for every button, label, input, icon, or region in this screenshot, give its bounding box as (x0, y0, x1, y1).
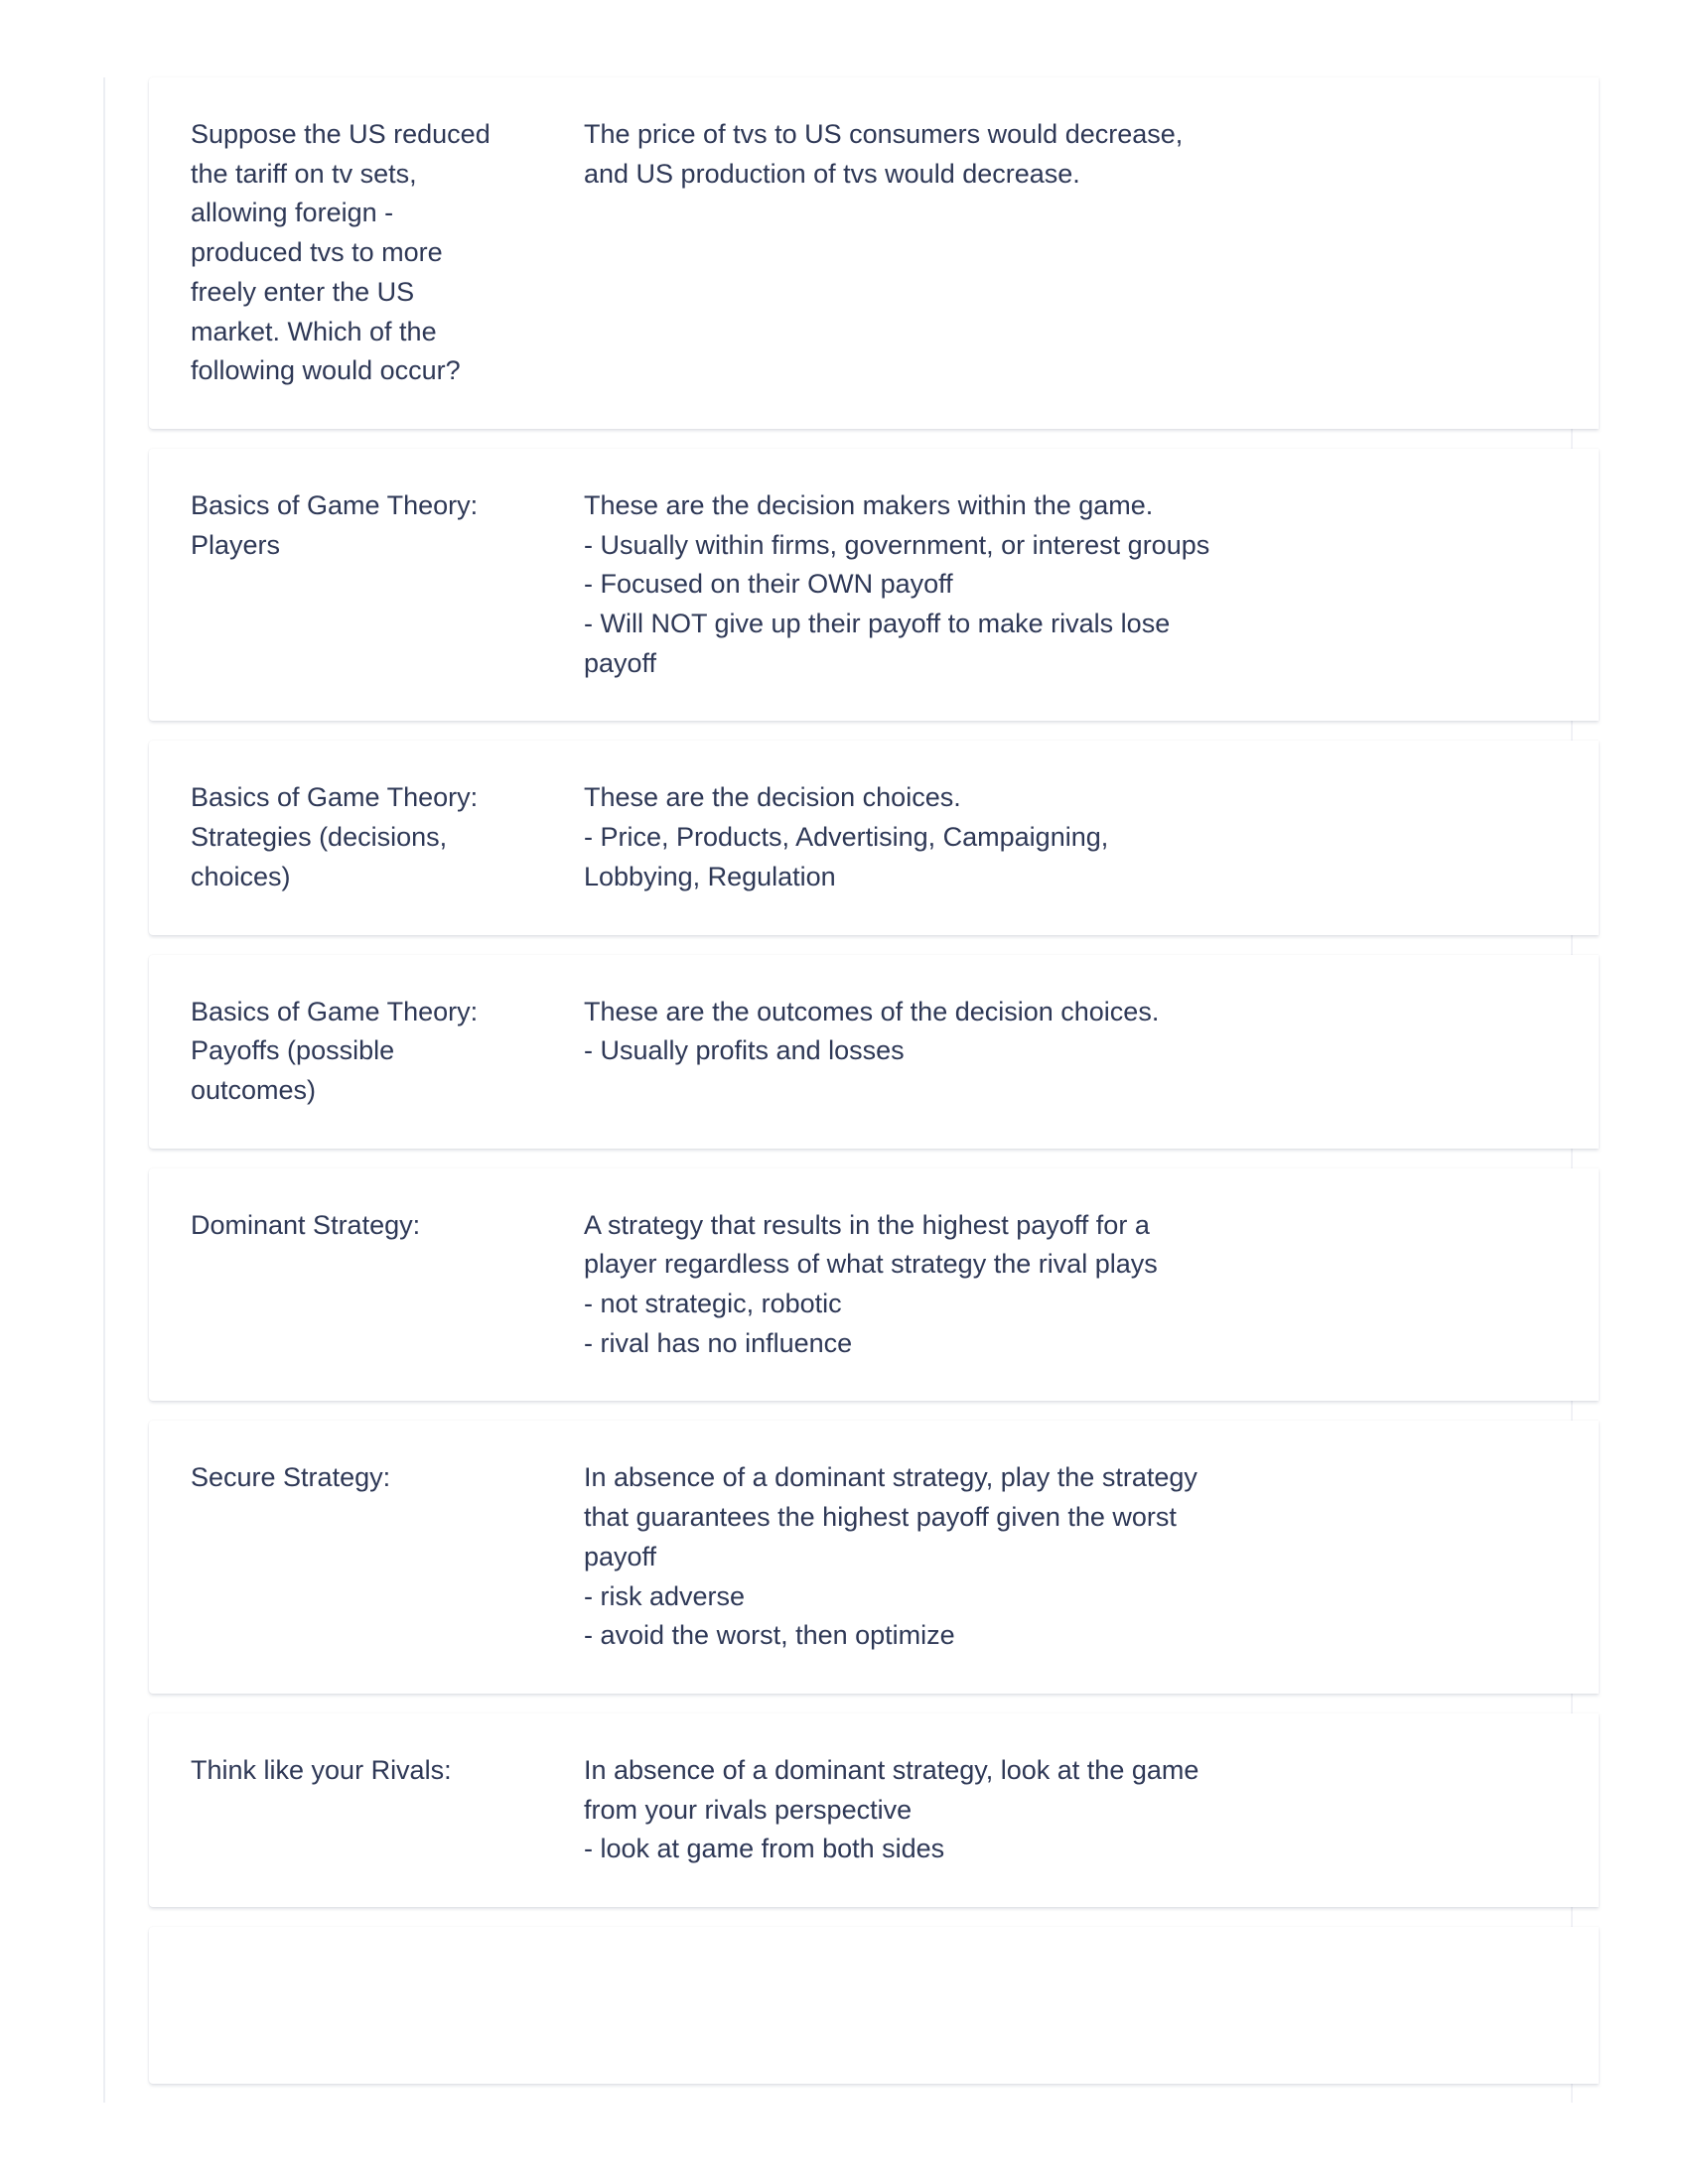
card-term: Basics of Game Theory: Strategies (decisions, choices) (191, 782, 486, 891)
card-definition: In absence of a dominant strategy, play the strategy that guarantees the highest payoff given the worst payoff - risk adverse - avoid the worst, then optimize (584, 1462, 1197, 1651)
card-term: Secure Strategy: (191, 1462, 391, 1493)
flashcard-list (149, 77, 1599, 2104)
card-term: Dominant Strategy: (191, 1209, 421, 1240)
card-term: Basics of Game Theory: Payoffs (possible outcomes) (191, 996, 486, 1105)
flashcard-empty (149, 1927, 1599, 2084)
flashcard-dominant-strategy (149, 1168, 1599, 1402)
card-definition: In absence of a dominant strategy, look at the game from your rivals perspective - look at game from both sides (584, 1754, 1199, 1864)
card-definition: A strategy that results in the highest payoff for a player regardless of what strategy the rival plays - not strategic, robotic - rival has no influence (584, 1209, 1158, 1358)
flashcard-secure-strategy (149, 1421, 1599, 1694)
flashcard-players (149, 449, 1599, 722)
card-definition: The price of tvs to US consumers would decrease, and US production of tvs would decrease. (584, 119, 1191, 189)
card-term: Basics of Game Theory: Players (191, 489, 486, 560)
card-definition: These are the outcomes of the decision choices. - Usually profits and losses (584, 996, 1160, 1066)
flashcard-think-like-rivals (149, 1713, 1599, 1907)
flashcard-payoffs (149, 955, 1599, 1149)
left-divider (103, 77, 105, 2103)
card-definition: These are the decision choices. - Price, Products, Advertising, Campaigning, Lobbying, Regulation (584, 782, 1109, 891)
flashcard-strategies (149, 741, 1599, 934)
card-term: Think like your Rivals: (191, 1754, 452, 1785)
card-term: Suppose the US reduced the tariff on tv sets, allowing foreign - produced tvs to more freely enter the US market. Which of the following would occur? (191, 119, 498, 386)
flashcard-tariff (149, 77, 1599, 429)
card-definition: These are the decision makers within the game. - Usually within firms, government, or interest groups - Focused on their OWN payoff - Will NOT give up their payoff to make rivals lose payoff (584, 489, 1210, 678)
